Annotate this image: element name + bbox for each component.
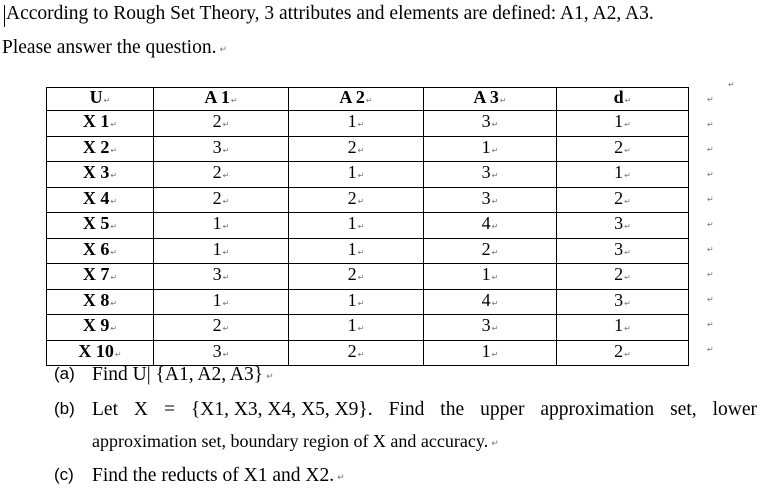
row-header-cell: X 5↵: [47, 213, 154, 239]
table-cell: 2↵: [289, 136, 424, 162]
row-end-marks: [707, 87, 721, 362]
row-mark-icon: ↵: [707, 95, 714, 104]
cell-mark-icon: ↵: [357, 196, 365, 206]
table-row: [47, 187, 689, 213]
row-header-cell: X 9↵: [47, 315, 154, 341]
cell-mark-icon: ↵: [491, 222, 499, 232]
cell-mark-icon: ↵: [222, 349, 230, 359]
table-cell: 3↵: [557, 238, 689, 264]
cell-mark-icon: ↵: [222, 222, 230, 232]
cell-mark-icon: ↵: [624, 120, 631, 130]
table-cell: 3↵: [557, 289, 689, 315]
question-word: lower: [712, 399, 757, 420]
header-cell-a3: A 3↵: [424, 88, 557, 111]
question-text: Find the reducts of X1 and X2. ↵: [92, 465, 345, 486]
cell-mark-icon: ↵: [222, 273, 230, 283]
row-mark-icon: ↵: [707, 120, 714, 129]
question-word: {X1, X3, X4, X5, X9}.: [190, 399, 373, 420]
table-cell: 1↵: [289, 162, 424, 188]
table-cell: 1↵: [424, 340, 557, 366]
cell-mark-icon: ↵: [491, 273, 499, 283]
row-mark-icon: ↵: [707, 245, 714, 254]
question-word: Let: [92, 399, 118, 420]
table-cell: 1↵: [289, 213, 424, 239]
table-cell: 3↵: [154, 136, 289, 162]
cell-mark-icon: ↵: [222, 247, 230, 257]
table-row: [47, 340, 689, 366]
cell-mark-icon: ↵: [357, 145, 365, 155]
table-cell: 2↵: [154, 162, 289, 188]
table-cell: 2↵: [557, 264, 689, 290]
table-cell: 1↵: [557, 162, 689, 188]
cell-mark-icon: ↵: [365, 96, 373, 105]
cell-mark-icon: ↵: [222, 171, 230, 181]
question-label: (b): [54, 399, 75, 418]
cell-mark-icon: ↵: [491, 196, 499, 206]
cell-mark-icon: ↵: [110, 298, 118, 308]
row-mark-icon: ↵: [707, 295, 714, 304]
cell-mark-icon: ↵: [499, 96, 507, 105]
cell-mark-icon: ↵: [491, 247, 499, 257]
cell-mark-icon: ↵: [230, 96, 238, 105]
table-cell: 1↵: [557, 315, 689, 341]
row-mark-icon: ↵: [707, 345, 714, 354]
cell-mark-icon: ↵: [110, 222, 118, 232]
row-mark-icon: ↵: [707, 170, 714, 179]
cell-mark-icon: ↵: [624, 298, 631, 308]
table-row: [47, 136, 689, 162]
intro-line-1: According to Rough Set Theory, 3 attributes and elements are defined: A1, A2, A3.: [6, 3, 654, 24]
row-header-cell: X 6↵: [47, 238, 154, 264]
cell-mark-icon: ↵: [110, 171, 118, 181]
table-cell: 2↵: [154, 187, 289, 213]
table-cell: 2↵: [557, 187, 689, 213]
table-cell: 1↵: [289, 315, 424, 341]
cell-mark-icon: ↵: [357, 247, 365, 257]
table-row: [47, 264, 689, 290]
table-cell: 1↵: [154, 289, 289, 315]
cell-mark-icon: ↵: [491, 349, 499, 359]
table-cell: 1↵: [289, 289, 424, 315]
cell-mark-icon: ↵: [357, 120, 365, 130]
cell-mark-icon: ↵: [624, 171, 631, 181]
question-word: set,: [670, 399, 697, 420]
question-label: (c): [54, 465, 74, 484]
question-word: the: [440, 399, 465, 420]
header-cell-u: U↵: [47, 88, 154, 111]
question-label: (a): [54, 364, 75, 383]
cell-mark-icon: ↵: [491, 171, 499, 181]
row-header-cell: X 1↵: [47, 111, 154, 137]
table-cell: 1↵: [154, 238, 289, 264]
table-row: [47, 111, 689, 137]
cell-mark-icon: ↵: [110, 145, 118, 155]
table-cell: 2↵: [424, 238, 557, 264]
cell-mark-icon: ↵: [110, 120, 118, 130]
intro-line-2: Please answer the question. ↵: [2, 37, 227, 58]
table-row: [47, 315, 689, 341]
cell-mark-icon: ↵: [357, 298, 365, 308]
cell-mark-icon: ↵: [222, 324, 230, 334]
cell-mark-icon: ↵: [624, 273, 631, 283]
paragraph-mark-icon: ↵: [266, 372, 274, 382]
cell-mark-icon: ↵: [491, 298, 499, 308]
text-cursor: [4, 5, 5, 27]
cell-mark-icon: ↵: [222, 120, 230, 130]
table-cell: 3↵: [154, 340, 289, 366]
table-cell: 3↵: [424, 162, 557, 188]
attribute-table: [46, 87, 689, 366]
cell-mark-icon: ↵: [357, 222, 365, 232]
table-cell: 1↵: [289, 111, 424, 137]
table-cell: 1↵: [154, 213, 289, 239]
header-cell-a2: A 2↵: [289, 88, 424, 111]
table-cell: 3↵: [424, 187, 557, 213]
table-cell: 1↵: [289, 238, 424, 264]
table-row: [47, 289, 689, 315]
cell-mark-icon: ↵: [110, 247, 118, 257]
header-cell-a1: A 1↵: [154, 88, 289, 111]
table-cell: 2↵: [154, 111, 289, 137]
row-header-cell: X 2↵: [47, 136, 154, 162]
paragraph-mark-icon: ↵: [219, 45, 227, 55]
table-header-row: [47, 88, 689, 111]
paragraph-mark-icon: ↵: [337, 473, 345, 483]
cell-mark-icon: ↵: [357, 349, 365, 359]
table-row: [47, 213, 689, 239]
question-word: =: [163, 399, 175, 420]
question-word: approximation: [540, 399, 655, 420]
cell-mark-icon: ↵: [624, 145, 631, 155]
question-text-line-1: [92, 399, 757, 421]
cell-mark-icon: ↵: [222, 298, 230, 308]
row-mark-icon: ↵: [707, 220, 714, 229]
cell-mark-icon: ↵: [624, 349, 631, 359]
table-cell: 2↵: [289, 340, 424, 366]
cell-mark-icon: ↵: [491, 324, 499, 334]
table-cell: 2↵: [154, 315, 289, 341]
cell-mark-icon: ↵: [110, 324, 118, 334]
cell-mark-icon: ↵: [624, 222, 631, 232]
table-cell: 2↵: [557, 136, 689, 162]
cell-mark-icon: ↵: [624, 247, 631, 257]
cell-mark-icon: ↵: [624, 96, 632, 105]
cell-mark-icon: ↵: [491, 145, 499, 155]
table-cell: 1↵: [424, 136, 557, 162]
cell-mark-icon: ↵: [114, 349, 122, 359]
question-text: Find U| {A1, A2, A3} ↵: [92, 364, 274, 385]
table-row: [47, 238, 689, 264]
header-cell-d: d↵: [557, 88, 689, 111]
row-mark-icon: ↵: [707, 145, 714, 154]
row-header-cell: X 4↵: [47, 187, 154, 213]
table-cell: 2↵: [289, 187, 424, 213]
table-cell: 2↵: [557, 340, 689, 366]
paragraph-mark-icon: ↵: [491, 439, 499, 449]
cell-mark-icon: ↵: [491, 120, 499, 130]
cell-mark-icon: ↵: [222, 145, 230, 155]
table-cell: 1↵: [424, 264, 557, 290]
row-header-cell: X 8↵: [47, 289, 154, 315]
cell-mark-icon: ↵: [110, 196, 118, 206]
table-cell: 3↵: [154, 264, 289, 290]
question-text-line-2: approximation set, boundary region of X and accuracy. ↵: [92, 431, 499, 451]
cell-mark-icon: ↵: [103, 96, 111, 105]
question-word: Find: [388, 399, 425, 420]
table-cell: 1↵: [557, 111, 689, 137]
cell-mark-icon: ↵: [222, 196, 230, 206]
table-cell: 4↵: [424, 213, 557, 239]
row-header-cell: X 7↵: [47, 264, 154, 290]
row-mark-icon: ↵: [707, 195, 714, 204]
table-cell: 3↵: [424, 111, 557, 137]
table-cell: 3↵: [557, 213, 689, 239]
table-cell: 2↵: [289, 264, 424, 290]
question-word: upper: [480, 399, 525, 420]
cell-mark-icon: ↵: [624, 196, 631, 206]
table-row: [47, 162, 689, 188]
paragraph-mark-icon: ↵: [728, 80, 735, 89]
row-header-cell: X 3↵: [47, 162, 154, 188]
table-cell: 4↵: [424, 289, 557, 315]
cell-mark-icon: ↵: [357, 171, 365, 181]
cell-mark-icon: ↵: [624, 324, 631, 334]
question-word: X: [133, 399, 149, 420]
row-header-cell: X 10↵: [47, 340, 154, 366]
row-mark-icon: ↵: [707, 270, 714, 279]
cell-mark-icon: ↵: [357, 324, 365, 334]
row-mark-icon: ↵: [707, 320, 714, 329]
cell-mark-icon: ↵: [110, 273, 118, 283]
table-cell: 3↵: [424, 315, 557, 341]
cell-mark-icon: ↵: [357, 273, 365, 283]
